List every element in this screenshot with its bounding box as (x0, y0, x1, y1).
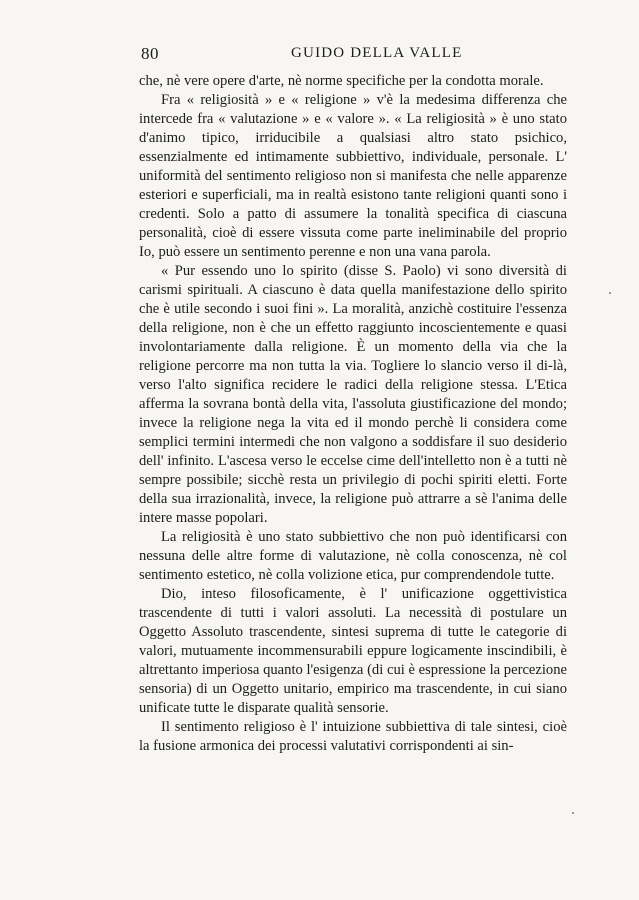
paragraph-continuation: che, nè vere opere d'arte, nè norme specifiche per la condotta morale. (139, 73, 544, 89)
paragraph-religiosita: Fra « religiosità » e « religione » v'è la medesima differenza che intercede fra « valutazione » e « valore ». « La religiosità » è uno stato d'animo tipico, irriducibile a qualsiasi altro stato psichico, essenzialmente ed intimamente subbiettivo, individuale, personale. L' uniformità del sentimento religioso non si manifesta che nelle apparenze esteriori e superficiali, ma in realtà esistono tante religioni quanti sono i credenti. Solo a patto di assumere la tonalità specifica di ciascuna personalità, cioè di essere vissuta come parte ineliminabile del proprio Io, può essere un sentimento perenne e non una vana parola. (139, 92, 567, 260)
paper-speck (572, 812, 574, 814)
running-head: GUIDO DELLA VALLE (291, 45, 463, 61)
paragraph-dio: Dio, inteso filosoficamente, è l' unificazione oggettivistica trascendente di tutti i valori assoluti. La necessità di postulare un Oggetto Assoluto trascendente, sintesi suprema di tutte le categorie di valori, mutuamente incommensurabili eppure logicamente inscindibili, è altrettanto imperiosa quanto l'esigenza (di cui è espressione la percezione sensoria) di un Oggetto unitario, empirico ma trascendente, in cui siano unificate tutte le disparate qualità sensorie. (139, 586, 567, 716)
paragraph-stato-subbiettivo: La religiosità è uno stato subbiettivo che non può identificarsi con nessuna delle altre forme di valutazione, nè colla conoscenza, nè col sentimento estetico, nè colla volizione etica, pur comprendendole tutte. (139, 529, 567, 583)
body-text (139, 72, 567, 756)
page-header (141, 44, 566, 66)
paper-speck (609, 292, 611, 294)
paragraph-sentimento-religioso: Il sentimento religioso è l' intuizione subbiettiva di tale sintesi, cioè la fusione armonica dei processi valutativi corrispondenti ai sin- (139, 719, 567, 754)
paragraph-san-paolo: « Pur essendo uno lo spirito (disse S. Paolo) vi sono diversità di carismi spirituali. A ciascuno è data quella manifestazione dello spirito che è utile secondo i suoi fini ». La moralità, anzichè costituire l'essenza della religione, non è che un effetto raggiunto incoscientemente e quasi involontariamente dalla religione. È un momento della via che la religione percorre ma non tutta la via. Togliere lo slancio verso il di-là, verso l'alto significa recidere le radici della religione stessa. L'Etica afferma la sovrana bontà della vita, l'assoluta giustificazione del mondo; invece la religione nega la vita ed il mondo perchè li considera come semplici termini intermedi che non valgono a soddisfare il suo desiderio dell' infinito. L'ascesa verso le eccelse cime dell'intelletto non è a tutti nè sempre possibile; sicchè resta un privilegio di pochi spiriti eletti. Forte della sua irrazionalità, invece, la religione può attrarre a sè l'anima delle intere masse popolari. (139, 263, 567, 526)
page-number: 80 (141, 44, 159, 63)
